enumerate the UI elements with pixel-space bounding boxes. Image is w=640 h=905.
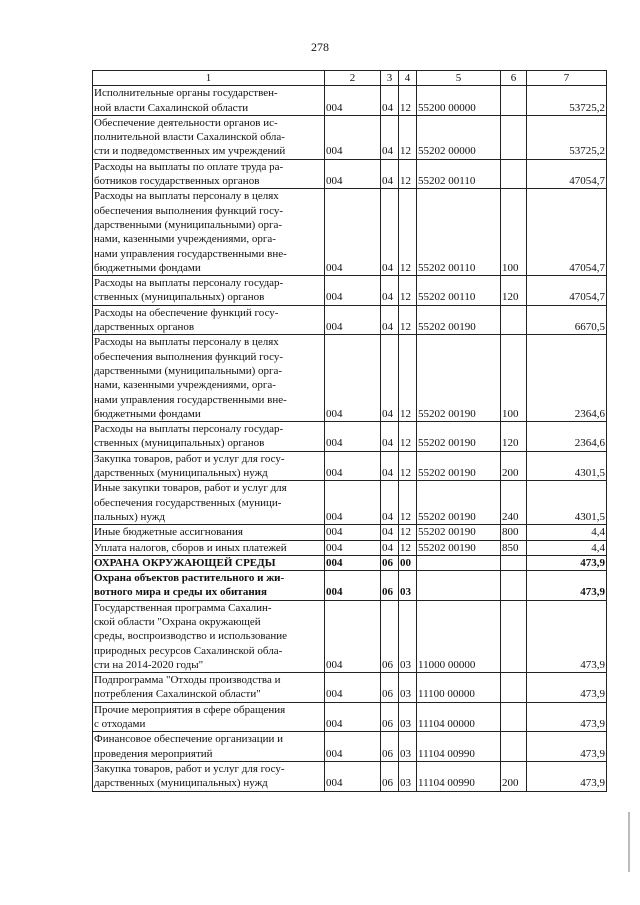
section-code-cell: 06	[381, 555, 399, 570]
expense-type-cell: 240	[501, 481, 527, 525]
table-row	[93, 732, 607, 762]
ministry-code-cell: 004	[325, 305, 381, 335]
subsection-code-cell: 12	[399, 189, 417, 276]
amount-cell: 473,9	[527, 555, 607, 570]
column-header-subsection: 4	[399, 71, 417, 86]
amount-cell: 53725,2	[527, 86, 607, 116]
ministry-code-cell: 004	[325, 481, 381, 525]
row-name-line: Закупка товаров, работ и услуг для госу-	[94, 452, 285, 465]
row-name-line: Иные бюджетные ассигнования	[94, 526, 243, 539]
row-name-line: Обеспечение деятельности органов ис-	[94, 116, 278, 129]
row-name-cell	[93, 555, 325, 570]
row-name-line: Подпрограмма "Отходы производства и	[94, 674, 281, 687]
row-name-line: ственных (муниципальных) органов	[94, 291, 265, 304]
amount-cell: 473,9	[527, 702, 607, 732]
target-article-cell: 11104 00000	[417, 702, 501, 732]
row-name-line: вотного мира и среды их обитания	[94, 586, 267, 599]
subsection-code-cell: 12	[399, 540, 417, 555]
row-name-line: нами, казенными учреждениями, орга-	[94, 379, 276, 392]
table-row	[93, 305, 607, 335]
row-name-line: Охрана объектов растительного и жи-	[94, 572, 285, 585]
amount-cell: 47054,7	[527, 276, 607, 306]
amount-cell: 473,9	[527, 673, 607, 703]
expense-type-cell: 200	[501, 761, 527, 791]
row-name-line: обеспечения выполнения функций госу-	[94, 204, 284, 217]
row-name-cell	[93, 761, 325, 791]
target-article-cell: 55202 00000	[417, 115, 501, 159]
ministry-code-cell: 004	[325, 115, 381, 159]
section-code-cell: 04	[381, 335, 399, 422]
row-name-line: Расходы на выплаты персоналу в целях	[94, 336, 279, 349]
row-name-line: ственных (муниципальных) органов	[94, 437, 265, 450]
expense-type-cell	[501, 159, 527, 189]
row-name-cell	[93, 481, 325, 525]
table-row	[93, 276, 607, 306]
target-article-cell: 11000 00000	[417, 600, 501, 672]
expense-type-cell	[501, 305, 527, 335]
expense-type-cell	[501, 702, 527, 732]
ministry-code-cell: 004	[325, 555, 381, 570]
row-name-cell	[93, 115, 325, 159]
subsection-code-cell: 12	[399, 481, 417, 525]
row-name-cell	[93, 673, 325, 703]
table-row	[93, 115, 607, 159]
amount-cell: 47054,7	[527, 159, 607, 189]
expense-type-cell	[501, 555, 527, 570]
table-row	[93, 540, 607, 555]
ministry-code-cell: 004	[325, 525, 381, 540]
section-code-cell: 04	[381, 481, 399, 525]
subsection-code-cell: 12	[399, 525, 417, 540]
row-name-cell	[93, 540, 325, 555]
budget-table	[92, 70, 607, 792]
subsection-code-cell: 03	[399, 761, 417, 791]
amount-cell: 4301,5	[527, 481, 607, 525]
amount-cell: 4,4	[527, 540, 607, 555]
expense-type-cell	[501, 600, 527, 672]
row-name-line: пальных) нужд	[94, 510, 166, 523]
row-name-line: Расходы на обеспечение функций госу-	[94, 306, 279, 319]
target-article-cell: 55202 00190	[417, 481, 501, 525]
table-row	[93, 555, 607, 570]
row-name-line: обеспечения государственных (муници-	[94, 496, 282, 509]
section-code-cell: 06	[381, 673, 399, 703]
expense-type-cell	[501, 732, 527, 762]
page-number: 278	[311, 40, 329, 54]
table-row	[93, 702, 607, 732]
ministry-code-cell: 004	[325, 276, 381, 306]
ministry-code-cell: 004	[325, 86, 381, 116]
section-code-cell: 06	[381, 761, 399, 791]
row-name-line: Уплата налогов, сборов и иных платежей	[94, 541, 287, 554]
section-code-cell: 04	[381, 305, 399, 335]
ministry-code-cell: 004	[325, 422, 381, 452]
table-row	[93, 525, 607, 540]
row-name-line: нами, казенными учреждениями, орга-	[94, 233, 276, 246]
row-name-line: природных ресурсов Сахалинской обла-	[94, 644, 283, 657]
target-article-cell: 11104 00990	[417, 761, 501, 791]
row-name-line: Государственная программа Сахалин-	[94, 601, 272, 614]
expense-type-cell: 200	[501, 451, 527, 481]
expense-type-cell: 100	[501, 189, 527, 276]
subsection-code-cell: 03	[399, 571, 417, 601]
expense-type-cell	[501, 86, 527, 116]
scan-mark	[628, 812, 630, 872]
section-code-cell: 04	[381, 451, 399, 481]
section-code-cell: 06	[381, 600, 399, 672]
row-name-line: дарственных (муниципальных) нужд	[94, 777, 268, 790]
row-name-cell	[93, 732, 325, 762]
row-name-line: сти на 2014-2020 годы"	[94, 658, 204, 671]
row-name-line: ОХРАНА ОКРУЖАЮЩЕЙ СРЕДЫ	[94, 556, 276, 569]
row-name-cell	[93, 571, 325, 601]
table-header-row	[93, 71, 607, 86]
ministry-code-cell: 004	[325, 571, 381, 601]
section-code-cell: 06	[381, 732, 399, 762]
target-article-cell: 55202 00190	[417, 451, 501, 481]
target-article-cell	[417, 555, 501, 570]
section-code-cell: 04	[381, 525, 399, 540]
subsection-code-cell: 12	[399, 159, 417, 189]
ministry-code-cell: 004	[325, 702, 381, 732]
section-code-cell: 04	[381, 276, 399, 306]
row-name-cell	[93, 86, 325, 116]
subsection-code-cell: 12	[399, 305, 417, 335]
amount-cell: 2364,6	[527, 335, 607, 422]
table-row	[93, 159, 607, 189]
amount-cell: 473,9	[527, 600, 607, 672]
expense-type-cell: 120	[501, 276, 527, 306]
row-name-line: Расходы на выплаты персоналу государ-	[94, 277, 284, 290]
section-code-cell: 06	[381, 571, 399, 601]
column-header-section: 3	[381, 71, 399, 86]
target-article-cell: 55202 00110	[417, 276, 501, 306]
ministry-code-cell: 004	[325, 335, 381, 422]
subsection-code-cell: 12	[399, 335, 417, 422]
row-name-cell	[93, 189, 325, 276]
target-article-cell: 55202 00190	[417, 422, 501, 452]
expense-type-cell: 800	[501, 525, 527, 540]
table-row	[93, 189, 607, 276]
row-name-cell	[93, 159, 325, 189]
amount-cell: 473,9	[527, 571, 607, 601]
subsection-code-cell: 03	[399, 673, 417, 703]
amount-cell: 47054,7	[527, 189, 607, 276]
target-article-cell: 55202 00190	[417, 540, 501, 555]
subsection-code-cell: 03	[399, 732, 417, 762]
table-row	[93, 571, 607, 601]
expense-type-cell: 850	[501, 540, 527, 555]
row-name-cell	[93, 335, 325, 422]
table-row	[93, 673, 607, 703]
row-name-line: Расходы на выплаты персоналу государ-	[94, 423, 284, 436]
row-name-line: Прочие мероприятия в сфере обращения	[94, 703, 286, 716]
amount-cell: 473,9	[527, 761, 607, 791]
subsection-code-cell: 12	[399, 86, 417, 116]
ministry-code-cell: 004	[325, 451, 381, 481]
row-name-line: дарственными (муниципальными) орга-	[94, 218, 283, 231]
table-row	[93, 335, 607, 422]
row-name-line: нами управления государственными вне-	[94, 393, 287, 406]
row-name-line: ной власти Сахалинской области	[94, 101, 249, 114]
table-body	[93, 86, 607, 791]
ministry-code-cell: 004	[325, 732, 381, 762]
column-header-target-article: 5	[417, 71, 501, 86]
section-code-cell: 04	[381, 189, 399, 276]
ministry-code-cell: 004	[325, 673, 381, 703]
target-article-cell: 55200 00000	[417, 86, 501, 116]
column-header-amount: 7	[527, 71, 607, 86]
section-code-cell: 06	[381, 702, 399, 732]
subsection-code-cell: 00	[399, 555, 417, 570]
column-header-expense-type: 6	[501, 71, 527, 86]
table-row	[93, 422, 607, 452]
target-article-cell: 11104 00990	[417, 732, 501, 762]
amount-cell: 4301,5	[527, 451, 607, 481]
expense-type-cell: 120	[501, 422, 527, 452]
row-name-line: ской области "Охрана окружающей	[94, 615, 261, 628]
row-name-cell	[93, 702, 325, 732]
row-name-cell	[93, 305, 325, 335]
row-name-line: бюджетными фондами	[94, 261, 201, 274]
target-article-cell: 55202 00110	[417, 159, 501, 189]
subsection-code-cell: 12	[399, 115, 417, 159]
row-name-line: Исполнительные органы государствен-	[94, 87, 278, 100]
section-code-cell: 04	[381, 115, 399, 159]
table-row	[93, 600, 607, 672]
row-name-line: сти и подведомственных им учреждений	[94, 145, 286, 158]
row-name-line: с отходами	[94, 718, 146, 731]
row-name-line: нами управления государственными вне-	[94, 247, 287, 260]
row-name-line: бюджетными фондами	[94, 407, 201, 420]
expense-type-cell	[501, 673, 527, 703]
row-name-line: проведения мероприятий	[94, 747, 213, 760]
table-row	[93, 86, 607, 116]
target-article-cell	[417, 571, 501, 601]
section-code-cell: 04	[381, 540, 399, 555]
amount-cell: 473,9	[527, 732, 607, 762]
ministry-code-cell: 004	[325, 159, 381, 189]
row-name-line: Закупка товаров, работ и услуг для госу-	[94, 762, 285, 775]
column-header-ministry: 2	[325, 71, 381, 86]
row-name-cell	[93, 276, 325, 306]
table-row	[93, 761, 607, 791]
row-name-line: Финансовое обеспечение организации и	[94, 733, 283, 746]
row-name-line: Расходы на выплаты по оплате труда ра-	[94, 160, 284, 173]
subsection-code-cell: 03	[399, 702, 417, 732]
amount-cell: 6670,5	[527, 305, 607, 335]
row-name-line: среды, воспроизводство и использование	[94, 630, 287, 643]
table-row	[93, 451, 607, 481]
column-header-name: 1	[93, 71, 325, 86]
row-name-line: Расходы на выплаты персоналу в целях	[94, 190, 279, 203]
subsection-code-cell: 12	[399, 451, 417, 481]
row-name-line: ботников государственных органов	[94, 175, 260, 188]
section-code-cell: 04	[381, 159, 399, 189]
subsection-code-cell: 12	[399, 276, 417, 306]
target-article-cell: 55202 00190	[417, 305, 501, 335]
target-article-cell: 11100 00000	[417, 673, 501, 703]
row-name-line: потребления Сахалинской области"	[94, 688, 261, 701]
target-article-cell: 55202 00190	[417, 335, 501, 422]
table-row	[93, 481, 607, 525]
section-code-cell: 04	[381, 86, 399, 116]
ministry-code-cell: 004	[325, 761, 381, 791]
expense-type-cell	[501, 571, 527, 601]
row-name-cell	[93, 451, 325, 481]
ministry-code-cell: 004	[325, 600, 381, 672]
amount-cell: 4,4	[527, 525, 607, 540]
row-name-line: дарственными (муниципальными) орга-	[94, 364, 283, 377]
row-name-line: дарственных органов	[94, 321, 195, 334]
row-name-line: Иные закупки товаров, работ и услуг для	[94, 482, 287, 495]
section-code-cell: 04	[381, 422, 399, 452]
amount-cell: 2364,6	[527, 422, 607, 452]
row-name-cell	[93, 600, 325, 672]
subsection-code-cell: 03	[399, 600, 417, 672]
subsection-code-cell: 12	[399, 422, 417, 452]
ministry-code-cell: 004	[325, 540, 381, 555]
row-name-line: дарственных (муниципальных) нужд	[94, 467, 268, 480]
target-article-cell: 55202 00110	[417, 189, 501, 276]
ministry-code-cell: 004	[325, 189, 381, 276]
target-article-cell: 55202 00190	[417, 525, 501, 540]
amount-cell: 53725,2	[527, 115, 607, 159]
row-name-cell	[93, 525, 325, 540]
row-name-cell	[93, 422, 325, 452]
expense-type-cell	[501, 115, 527, 159]
expense-type-cell: 100	[501, 335, 527, 422]
row-name-line: обеспечения выполнения функций госу-	[94, 350, 284, 363]
row-name-line: полнительной власти Сахалинской обла-	[94, 131, 285, 144]
